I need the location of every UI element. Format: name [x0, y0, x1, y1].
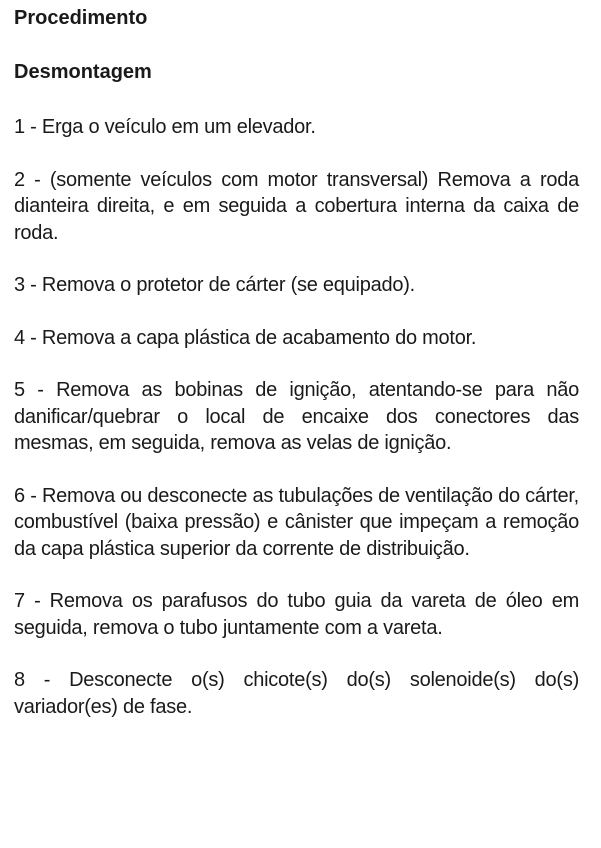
disassembly-heading: Desmontagem — [14, 61, 152, 83]
step-5: 5 - Remova as bobinas de ignição, atentando-se para não danificar/quebrar o local de encaixe dos conectores das mesmas, em seguida, remova as velas de ignição. — [14, 379, 579, 454]
step-2: 2 - (somente veículos com motor transversal) Remova a roda dianteira direita, e em seguida a cobertura interna da caixa de roda. — [14, 168, 579, 244]
step-1: 1 - Erga o veículo em um elevador. — [14, 116, 316, 138]
procedure-heading: Procedimento — [14, 7, 148, 29]
step-7: 7 - Remova os parafusos do tubo guia da vareta de óleo em seguida, remova o tubo juntamente com a vareta. — [14, 590, 579, 639]
step-6: 6 - Remova ou desconecte as tubulações de ventilação do cárter, combustível (baixa pressão) e cânister que impeçam a remoção da capa plástica superior da corrente de distribuição. — [14, 484, 579, 560]
step-3: 3 - Remova o protetor de cárter (se equipado). — [14, 274, 415, 296]
document-page — [14, 6, 579, 720]
step-8: 8 - Desconecte o(s) chicote(s) do(s) solenoide(s) do(s) variador(es) de fase. — [14, 669, 579, 718]
step-4: 4 - Remova a capa plástica de acabamento do motor. — [14, 326, 477, 349]
